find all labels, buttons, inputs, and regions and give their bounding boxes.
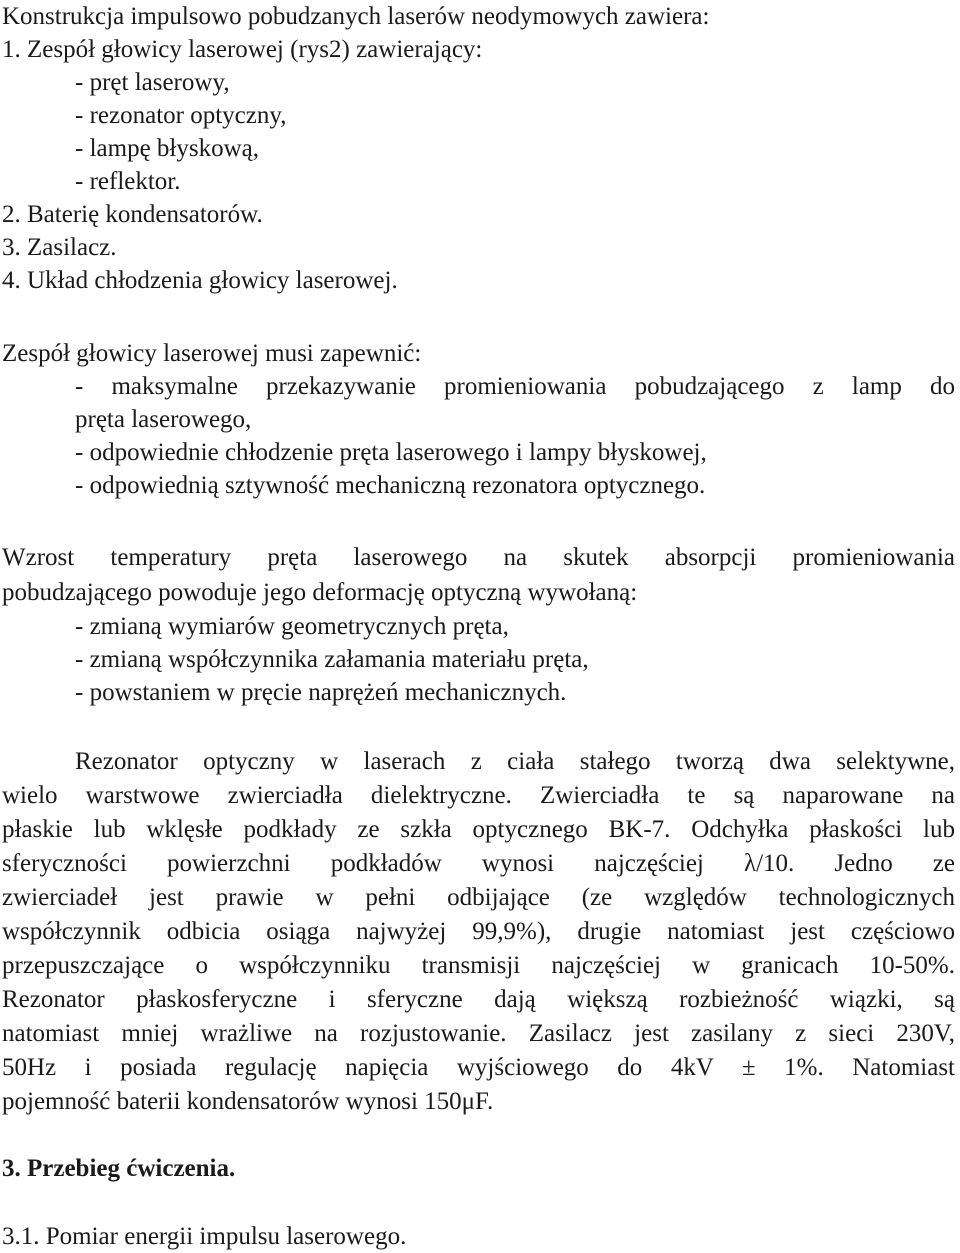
paragraph-line: płaskie lub wklęsłe podkłady ze szkła optycznego BK-7. Odchyłka płaskości lub [2,816,955,843]
paragraph-line: współczynnik odbicia osiąga najwyżej 99,9%), drugie natomiast jest częściowo [2,918,955,945]
sub-list-item: - pręt laserowy, [75,69,230,96]
paragraph-line: 50Hz i posiada regulację napięcia wyjściowego do 4kV ± 1%. Natomiast [2,1054,955,1081]
list-item: 2. Baterię kondensatorów. [2,201,263,228]
requirement-line: - odpowiednią sztywność mechaniczną rezonatora optycznego. [75,472,706,499]
paragraph-line: Rezonator płaskosferyczne i sferyczne dają większą rozbieżność wiązki, są [2,986,955,1013]
paragraph-line: pojemność baterii kondensatorów wynosi 150μF. [2,1088,494,1115]
paragraph-line: pobudzającego powoduje jego deformację optyczną wywołaną: [2,579,638,606]
list-item: 4. Układ chłodzenia głowicy laserowej. [2,267,398,294]
requirement-line: - maksymalne przekazywanie promieniowania pobudzającego z lamp do [75,373,955,400]
paragraph-line: wielo warstwowe zwierciadła dielektryczne. Zwierciadła te są naparowane na [2,782,955,809]
effect-line: - zmianą wymiarów geometrycznych pręta, [75,613,509,640]
requirements-lead: Zespół głowicy laserowej musi zapewnić: [2,340,422,367]
paragraph-line: sferyczności powierzchni podkładów wynosi najczęściej λ/10. Jedno ze [2,850,955,877]
paragraph-line: Wzrost temperatury pręta laserowego na skutek absorpcji promieniowania [2,544,955,571]
sub-list-item: - rezonator optyczny, [75,102,287,129]
section-heading: 3. Przebieg ćwiczenia. [2,1155,236,1182]
requirement-line: pręta laserowego, [75,406,252,433]
subsection-heading: 3.1. Pomiar energii impulsu laserowego. [2,1223,407,1250]
paragraph-line: Rezonator optyczny w laserach z ciała stałego tworzą dwa selektywne, [75,748,955,775]
effect-line: - powstaniem w pręcie naprężeń mechanicznych. [75,679,567,706]
sub-list-item: - reflektor. [75,168,181,195]
requirement-line: - odpowiednie chłodzenie pręta laserowego i lampy błyskowej, [75,439,707,466]
effect-line: - zmianą współczynnika załamania materiału pręta, [75,646,589,673]
paragraph-line: zwierciadeł jest prawie w pełni odbijające (ze względów technologicznych [2,884,955,911]
list-item: 3. Zasilacz. [2,234,117,261]
list-item: 1. Zespół głowicy laserowej (rys2) zawierający: [2,36,483,63]
paragraph-line: przepuszczające o współczynniku transmisji najczęściej w granicach 10-50%. [2,952,955,979]
sub-list-item: - lampę błyskową, [75,135,259,162]
paragraph-line: natomiast mniej wrażliwe na rozjustowanie. Zasilacz jest zasilany z sieci 230V, [2,1020,955,1047]
intro-heading: Konstrukcja impulsowo pobudzanych laserów neodymowych zawiera: [2,3,710,30]
